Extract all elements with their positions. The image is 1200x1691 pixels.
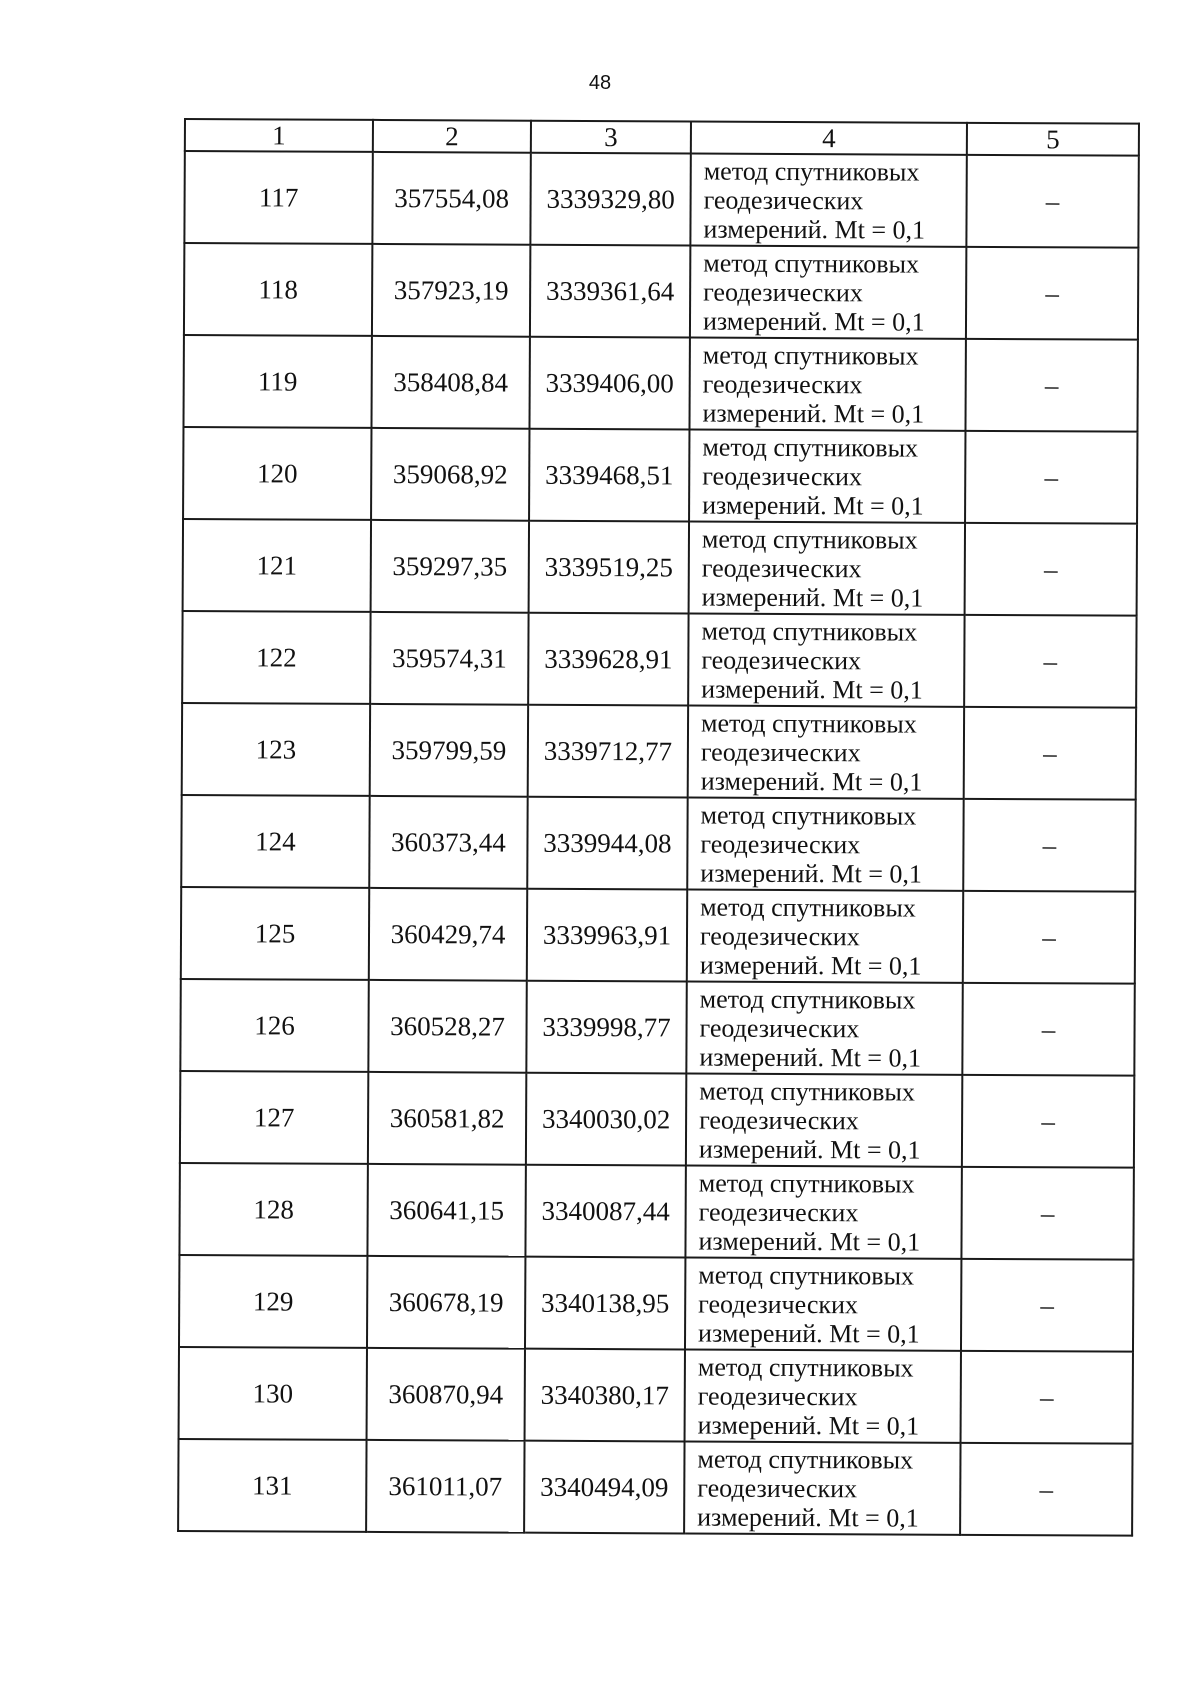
notes-cell: – [964,707,1136,800]
method-line-2: геодезических [698,1289,859,1319]
notes-cell: – [961,1167,1133,1260]
x-coordinate-cell: 359068,92 [371,428,529,521]
header-cell-2: 2 [373,120,531,153]
method-cell [685,1165,961,1258]
method-cell [690,153,966,246]
point-number-cell: 120 [183,427,371,520]
x-coordinate-cell: 360429,74 [369,888,527,981]
notes-cell: – [962,983,1134,1076]
table-row [179,1255,1133,1352]
method-line-2: геодезических [697,1381,858,1411]
notes-cell: – [963,799,1135,892]
method-line-1: метод спутниковых [701,616,918,647]
method-line-1: метод спутниковых [700,892,916,923]
notes-cell: – [966,247,1138,340]
table-body [178,151,1139,1536]
method-line-1: метод спутниковых [700,708,917,739]
method-cell [687,797,963,890]
method-line-2: геодезических [699,921,860,951]
y-coordinate-cell: 3339468,51 [529,429,689,522]
point-number-cell: 118 [184,243,372,336]
method-line-3: измерений. Mt = 0,1 [701,582,924,613]
y-coordinate-cell: 3339406,00 [529,337,689,430]
notes-cell: – [962,1075,1134,1168]
method-line-2: геодезических [700,737,861,767]
table-row [179,1347,1133,1444]
table-header-row [185,119,1139,156]
method-line-1: метод спутниковых [702,340,919,371]
header-cell-3: 3 [531,121,691,154]
point-number-cell: 130 [179,1347,367,1440]
y-coordinate-cell: 3340087,44 [525,1165,685,1258]
method-line-1: метод спутниковых [699,984,916,1015]
notes-cell: – [961,1259,1133,1352]
notes-cell: – [965,431,1137,524]
method-line-1: метод спутниковых [701,524,918,555]
method-line-2: геодезических [699,1013,860,1043]
method-line-3: измерений. Mt = 0,1 [697,1410,920,1441]
method-cell [686,981,962,1074]
x-coordinate-cell: 360678,19 [367,1256,525,1349]
method-line-1: метод спутниковых [700,800,917,831]
x-coordinate-cell: 360373,44 [369,796,527,889]
method-line-1: метод спутниковых [703,156,920,187]
method-cell [689,337,965,430]
method-line-3: измерений. Mt = 0,1 [702,490,924,521]
point-number-cell: 128 [179,1163,367,1256]
method-line-1: метод спутниковых [697,1352,914,1383]
method-cell [689,429,965,522]
method-line-1: метод спутниковых [699,1076,916,1107]
y-coordinate-cell: 3339361,64 [530,245,690,338]
method-line-2: геодезических [702,461,863,491]
method-line-2: геодезических [698,1197,859,1227]
point-number-cell: 127 [180,1071,368,1164]
point-number-cell: 119 [183,335,371,428]
point-number-cell: 122 [182,611,370,704]
method-line-3: измерений. Mt = 0,1 [702,398,925,429]
method-line-1: метод спутниковых [702,432,919,463]
method-line-3: измерений. Mt = 0,1 [699,950,922,981]
x-coordinate-cell: 359297,35 [371,520,529,613]
table-row [181,887,1135,984]
table-row [180,1071,1134,1168]
x-coordinate-cell: 360581,82 [368,1072,526,1165]
header-cell-4: 4 [691,121,967,154]
table-row [183,335,1137,432]
x-coordinate-cell: 357923,19 [372,244,530,337]
method-line-2: геодезических [703,277,863,307]
table-row [182,611,1136,708]
method-line-3: измерений. Mt = 0,1 [697,1502,919,1533]
table-row [181,795,1135,892]
method-cell [689,521,965,614]
method-line-3: измерений. Mt = 0,1 [702,306,925,337]
method-line-3: измерений. Mt = 0,1 [698,1226,921,1257]
y-coordinate-cell: 3339628,91 [528,613,688,706]
method-line-2: геодезических [703,185,864,215]
header-cell-1: 1 [185,119,373,152]
y-coordinate-cell: 3340380,17 [525,1349,685,1442]
y-coordinate-cell: 3339944,08 [527,797,687,890]
page-number: 48 [588,72,612,94]
method-line-2: геодезических [702,369,863,399]
method-line-2: геодезических [699,1105,859,1135]
table-row [183,519,1137,616]
y-coordinate-cell: 3339329,80 [530,153,690,246]
notes-cell: – [964,615,1136,708]
notes-cell: – [966,155,1138,248]
method-line-1: метод спутниковых [698,1168,915,1199]
method-cell [690,245,966,338]
point-number-cell: 121 [183,519,371,612]
x-coordinate-cell: 360641,15 [367,1164,525,1257]
y-coordinate-cell: 3339998,77 [526,981,686,1074]
method-line-3: измерений. Mt = 0,1 [700,858,922,889]
x-coordinate-cell: 360870,94 [367,1348,525,1441]
point-number-cell: 117 [184,151,372,244]
point-number-cell: 131 [178,1439,366,1532]
notes-cell: – [965,339,1137,432]
x-coordinate-cell: 360528,27 [368,980,526,1073]
table-row [183,427,1137,524]
method-cell [688,705,964,798]
method-line-3: измерений. Mt = 0,1 [699,1042,922,1073]
point-number-cell: 129 [179,1255,367,1348]
method-cell [685,1257,961,1350]
method-line-3: измерений. Mt = 0,1 [703,214,926,245]
x-coordinate-cell: 358408,84 [371,336,529,429]
header-cell-5: 5 [967,123,1139,156]
coordinates-table [177,118,1140,1537]
point-number-cell: 126 [180,979,368,1072]
method-line-1: метод спутниковых [703,248,920,279]
notes-cell: – [960,1443,1132,1536]
table-row [179,1163,1133,1260]
x-coordinate-cell: 359574,31 [370,612,528,705]
method-cell [685,1349,961,1442]
method-cell [684,1441,960,1534]
method-line-2: геодезических [697,1473,858,1503]
method-line-1: метод спутниковых [698,1260,915,1291]
method-line-1: метод спутниковых [697,1444,914,1475]
table-row [178,1439,1132,1536]
method-cell [686,1073,962,1166]
method-line-3: измерений. Mt = 0,1 [700,766,923,797]
point-number-cell: 125 [181,887,369,980]
x-coordinate-cell: 361011,07 [366,1440,524,1533]
point-number-cell: 123 [182,703,370,796]
table-row [184,151,1138,248]
y-coordinate-cell: 3339519,25 [529,521,689,614]
method-cell [687,889,963,982]
y-coordinate-cell: 3340030,02 [526,1073,686,1166]
method-line-3: измерений. Mt = 0,1 [701,674,923,705]
x-coordinate-cell: 359799,59 [370,704,528,797]
table-row [180,979,1134,1076]
y-coordinate-cell: 3339712,77 [528,705,688,798]
table-row [182,703,1136,800]
point-number-cell: 124 [181,795,369,888]
notes-cell: – [963,891,1135,984]
method-line-2: геодезических [700,829,861,859]
method-line-2: геодезических [701,553,862,583]
method-cell [688,613,964,706]
method-line-3: измерений. Mt = 0,1 [698,1318,920,1349]
x-coordinate-cell: 357554,08 [372,152,530,245]
y-coordinate-cell: 3340494,09 [524,1441,684,1534]
notes-cell: – [961,1351,1133,1444]
method-line-3: измерений. Mt = 0,1 [698,1134,921,1165]
y-coordinate-cell: 3340138,95 [525,1257,685,1350]
y-coordinate-cell: 3339963,91 [527,889,687,982]
table-row [184,243,1138,340]
method-line-2: геодезических [701,645,862,675]
notes-cell: – [965,523,1137,616]
